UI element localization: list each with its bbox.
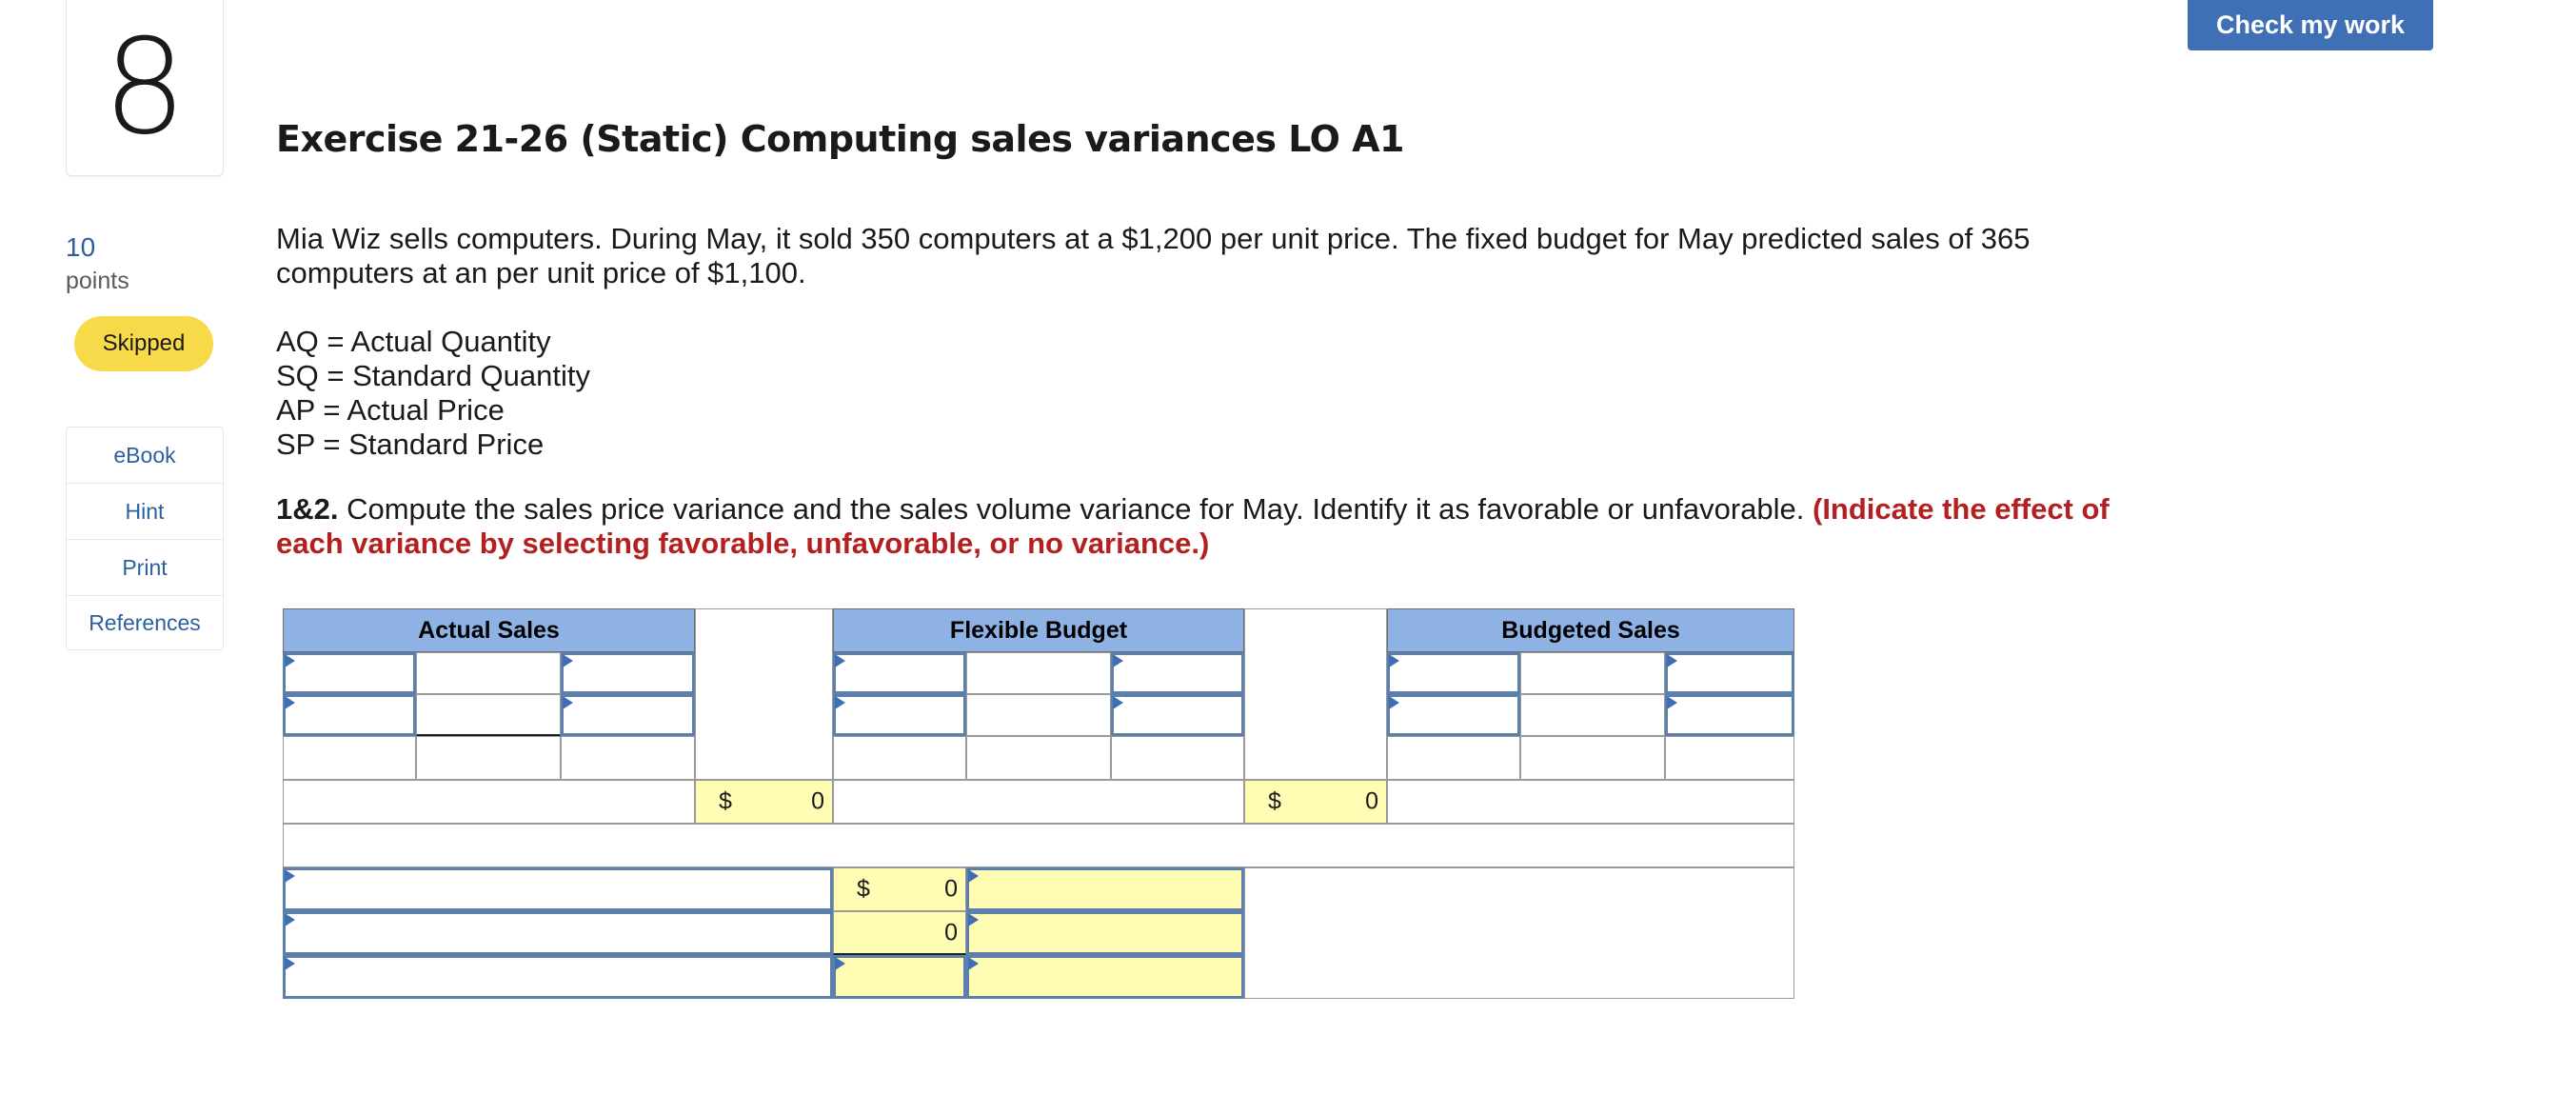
total-variance-effect-select[interactable]: [966, 955, 1244, 999]
sales-price-variance-label-input[interactable]: [283, 867, 833, 911]
flexible-budget-cell: [966, 694, 1111, 736]
header-actual-sales: Actual Sales: [283, 608, 695, 652]
status-badge: Skipped: [74, 316, 213, 371]
definition-sq: SQ = Standard Quantity: [276, 359, 590, 392]
budgeted-sales-total-cell: [1520, 736, 1665, 780]
spacer-column: [1244, 608, 1387, 780]
exercise-intro: Mia Wiz sells computers. During May, it sold 350 computers at a $1,200 per unit price. The fixed budget for May predicted sales of 365 computers at an per unit price of $1,100.: [276, 222, 2031, 289]
budgeted-sales-cell: [1387, 736, 1520, 780]
question-number: 8: [103, 10, 187, 164]
sales-price-variance-value: 0: [944, 875, 958, 903]
definition-sp: SP = Standard Price: [276, 428, 545, 461]
actual-sales-cell: [283, 736, 416, 780]
flexible-price-label-input[interactable]: [833, 694, 966, 736]
spacer-column: [695, 608, 833, 780]
sales-price-variance-effect-select[interactable]: [966, 867, 1244, 911]
tool-list: [66, 427, 224, 650]
variance-label-cell: [833, 780, 1244, 824]
flexible-budget-cell: [833, 736, 966, 780]
sales-volume-variance-value: 0: [944, 919, 958, 946]
definition-ap: AP = Actual Price: [276, 393, 505, 427]
variance-label-cell: [283, 780, 695, 824]
sales-volume-variance-amount: [833, 911, 966, 955]
question-number-box: [66, 0, 224, 176]
exercise-title: Exercise 21-26 (Static) Computing sales variances LO A1: [276, 118, 1404, 160]
total-variance-amount-input[interactable]: [833, 955, 966, 999]
budgeted-quantity-label-input[interactable]: [1387, 652, 1520, 694]
volume-variance-value: 0: [1365, 787, 1378, 815]
price-variance-total: [695, 780, 833, 824]
budgeted-sales-cell: [1665, 736, 1794, 780]
actual-sales-cell: [416, 694, 561, 736]
blank-row: [283, 824, 1794, 867]
header-flexible-budget: Flexible Budget: [833, 608, 1244, 652]
budgeted-price-input[interactable]: [1665, 694, 1794, 736]
flexible-budget-cell: [966, 652, 1111, 694]
print-link[interactable]: Print: [67, 540, 223, 596]
variance-worksheet: [283, 608, 1794, 999]
flexible-quantity-label-input[interactable]: [833, 652, 966, 694]
actual-quantity-input[interactable]: [561, 652, 695, 694]
actual-price-input[interactable]: [561, 694, 695, 736]
sales-price-variance-amount: [833, 867, 966, 911]
sales-volume-variance-effect-select[interactable]: [966, 911, 1244, 955]
total-variance-label-input[interactable]: [283, 955, 833, 999]
references-link[interactable]: References: [89, 609, 201, 635]
budgeted-price-label-input[interactable]: [1387, 694, 1520, 736]
currency-symbol: $: [1268, 787, 1281, 815]
flexible-quantity-input[interactable]: [1111, 652, 1244, 694]
flexible-budget-cell: [1111, 736, 1244, 780]
check-my-work-button[interactable]: Check my work: [2188, 0, 2433, 50]
price-variance-value: 0: [811, 787, 824, 815]
instruction-text: (Indicate the effect of each variance by selecting favorable, unfavorable, or no variance.): [276, 492, 2110, 560]
volume-variance-total: [1244, 780, 1387, 824]
question-part-number: 1&2.: [276, 492, 339, 526]
points-label: points: [66, 268, 129, 294]
definition-aq: AQ = Actual Quantity: [276, 325, 551, 358]
question-prompt: [276, 492, 2113, 561]
flexible-budget-total-cell: [966, 736, 1111, 780]
budgeted-sales-cell: [1520, 694, 1665, 736]
sales-volume-variance-label-input[interactable]: [283, 911, 833, 955]
variance-label-cell: [1387, 780, 1794, 824]
actual-sales-cell: [561, 736, 695, 780]
budgeted-quantity-input[interactable]: [1665, 652, 1794, 694]
flexible-price-input[interactable]: [1111, 694, 1244, 736]
actual-quantity-label-input[interactable]: [283, 652, 416, 694]
summary-blank-area: [1244, 867, 1794, 999]
actual-sales-total-cell: [416, 736, 561, 780]
ebook-link[interactable]: eBook: [67, 428, 223, 484]
definitions-list: [276, 325, 590, 462]
header-budgeted-sales: Budgeted Sales: [1387, 608, 1794, 652]
actual-price-label-input[interactable]: [283, 694, 416, 736]
points-value: 10: [66, 232, 96, 262]
currency-symbol: $: [857, 875, 870, 903]
currency-symbol: $: [719, 787, 732, 815]
question-text: Compute the sales price variance and the sales volume variance for May. Identify it as favorable or unfavorable.: [338, 492, 1813, 526]
actual-sales-cell: [416, 652, 561, 694]
hint-link[interactable]: Hint: [67, 484, 223, 540]
budgeted-sales-cell: [1520, 652, 1665, 694]
